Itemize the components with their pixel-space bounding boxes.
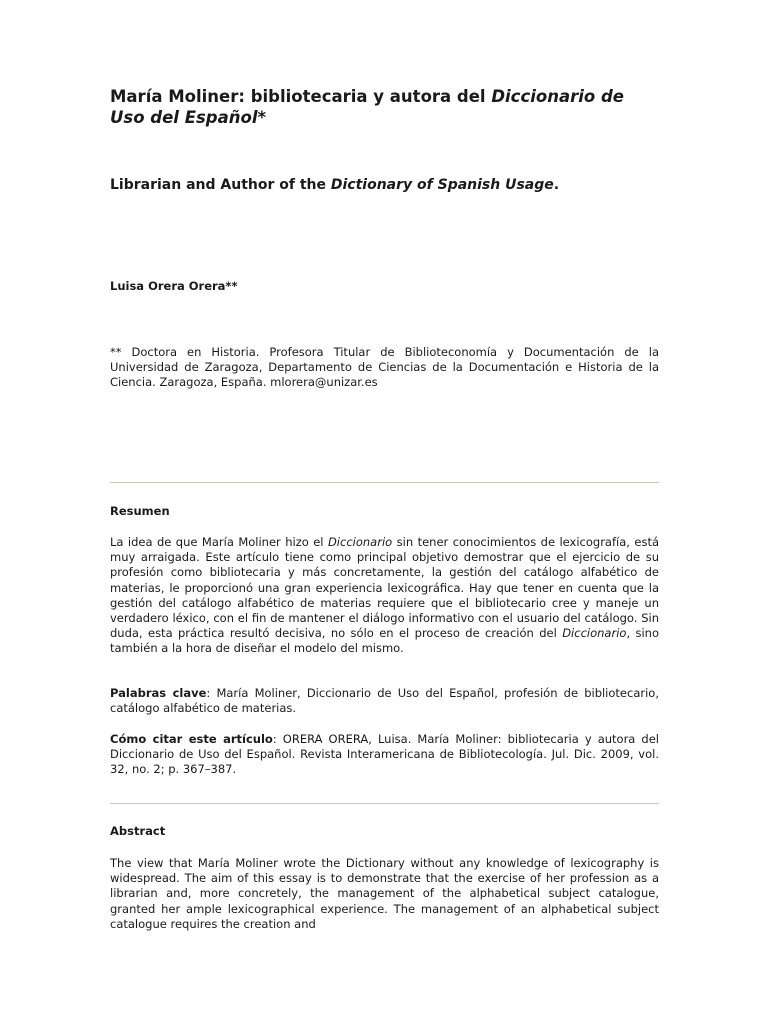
resumen-heading: Resumen bbox=[110, 504, 170, 518]
resumen-italic-1: Diccionario bbox=[327, 535, 393, 549]
keywords-paragraph bbox=[110, 686, 659, 716]
section-divider bbox=[110, 482, 659, 483]
citation-paragraph bbox=[110, 732, 659, 778]
article-title bbox=[110, 86, 659, 128]
article-subtitle-english bbox=[110, 176, 659, 194]
resumen-text-2: sin tener conocimientos de lexicografía, está muy arraigada. Este artículo tiene como principal objetivo demostrar que el ejercicio de su profesión como bibliotecaria y más concretamente, la gestión del catálogo alfabético de materias, le proporcionó una gran experiencia lexicográfica. Hay que tener en cuenta que la gestión del catálogo alfabético de materias requiere que el bibliotecario cree y maneje un verdadero léxico, con el fin de mantener el diálogo informativo con el usuario del catálogo. Sin duda, esta práctica resultó decisiva, no sólo en el proceso de creación del bbox=[110, 535, 660, 641]
keywords-label: Palabras clave bbox=[110, 686, 207, 700]
citation-label: Cómo citar este artículo bbox=[110, 732, 273, 746]
author-affiliation: ** Doctora en Historia. Profesora Titular de Biblioteconomía y Documentación de la Universidad de Zaragoza, Departamento de Ciencias de la Documentación e Historia de la Ciencia. Zaragoza, España. mlorera@unizar.es bbox=[110, 345, 659, 389]
author-name: Luisa Orera Orera** bbox=[110, 279, 238, 293]
abstract-paragraph: The view that María Moliner wrote the Dictionary without any knowledge of lexicography is widespread. The aim of this essay is to demonstrate that the exercise of her profession as a librarian and, more concretely, the management of the alphabetical subject catalogue, granted her ample lexicographical experience. The management of an alphabetical subject catalogue requires the creation and bbox=[110, 856, 659, 931]
title-asterisk: * bbox=[257, 108, 267, 127]
resumen-paragraph bbox=[110, 535, 659, 657]
title-text: María Moliner: bibliotecaria y autora del bbox=[110, 87, 492, 106]
subtitle-period: . bbox=[553, 177, 560, 193]
citation-text: : ORERA ORERA, Luisa. María Moliner: bibliotecaria y autora del Diccionario de Uso del Español. Revista Interamericana de Bibliotecología. Jul. Dic. 2009, vol. 32, no. 2; p. 367–387. bbox=[110, 732, 659, 777]
resumen-italic-2: Diccionario bbox=[562, 626, 627, 641]
abstract-heading: Abstract bbox=[110, 824, 166, 838]
subtitle-text: Librarian and Author of the bbox=[110, 177, 331, 193]
keywords-text: : María Moliner, Diccionario de Uso del Español, profesión de bibliotecario, catálogo alfabético de materias. bbox=[110, 686, 659, 716]
resumen-text-1: La idea de que María Moliner hizo el bbox=[110, 535, 328, 549]
subtitle-italic: Dictionary of Spanish Usage bbox=[330, 177, 554, 193]
title-italic: Diccionario de Uso del Español bbox=[110, 87, 624, 127]
resumen-text-3: , sino también a la hora de diseñar el modelo del mismo. bbox=[110, 626, 660, 656]
section-divider bbox=[110, 803, 659, 804]
